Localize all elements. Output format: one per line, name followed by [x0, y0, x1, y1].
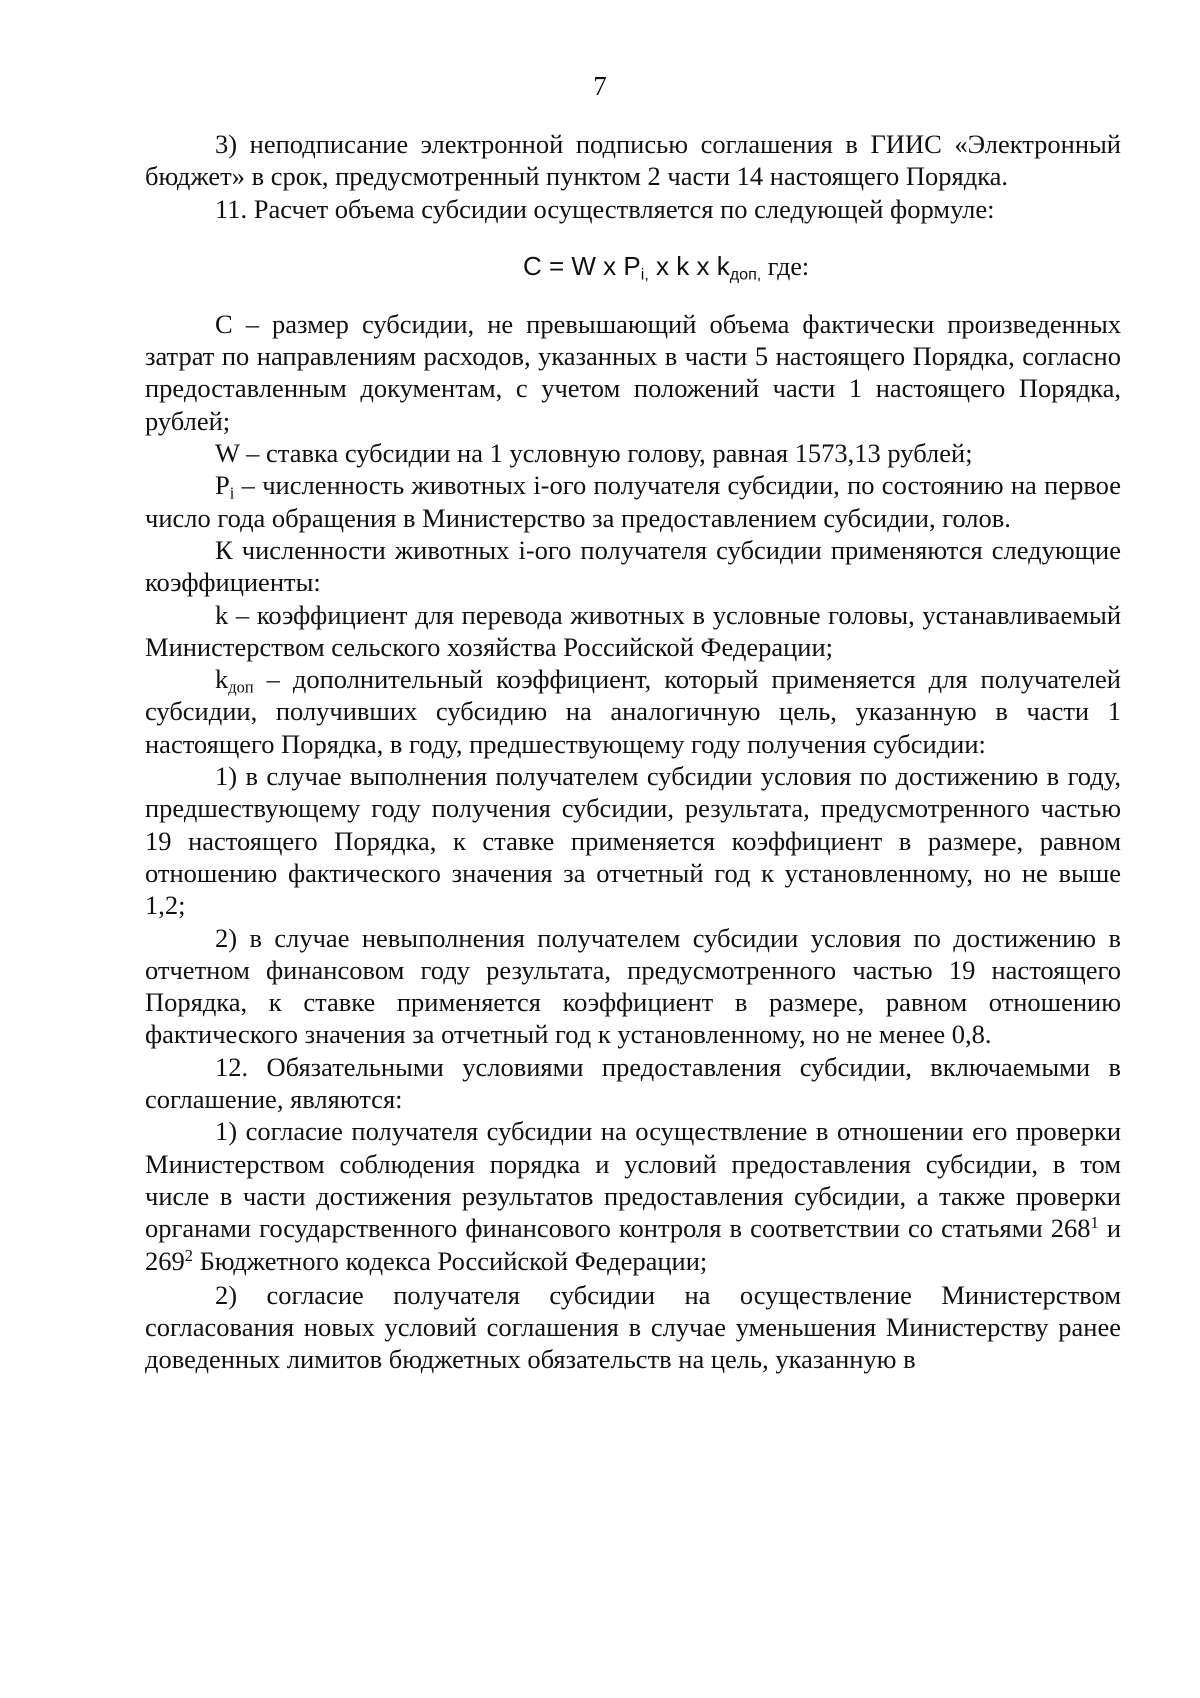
definition-p-text: – численность животных i-ого получателя субсидии, по состоянию на первое число года обращения в Министерство за предоставлением субсидии, голов. — [145, 470, 1121, 533]
condition-2: 2) согласие получателя субсидии на осуществление Министерством согласования новых условий соглашения в случае уменьшения Министерству ранее доведенных лимитов бюджетных обязательств на цель, указанную в — [145, 1279, 1121, 1375]
definition-kdop-symbol: k — [215, 664, 229, 695]
formula-middle: x k x k — [648, 250, 730, 281]
condition-1 — [145, 1115, 1121, 1276]
formula-tail: где: — [761, 251, 810, 281]
definition-k: k – коэффициент для перевода животных в условные головы, устанавливаемый Министерством сельского хозяйства Российской Федерации; — [145, 599, 1121, 662]
definition-p-subscript: i — [229, 483, 235, 503]
formula-k-subscript: доп, — [729, 265, 762, 284]
page-number: 7 — [593, 71, 607, 101]
definition-kdop — [145, 663, 1121, 760]
definition-kdop-subscript: доп — [228, 677, 254, 697]
formula-p-subscript: i, — [640, 265, 649, 284]
definition-kdop-text: – дополнительный коэффициент, который применяется для получателей субсидии, получивших субсидию на аналогичную цель, указанную в части 1 настоящего Порядка, в году, предшествующему году получения субсидии: — [145, 664, 1121, 759]
formula-main: C = W x P — [523, 250, 641, 281]
condition-1-text-b: и 269 — [145, 1213, 1122, 1276]
paragraph-section-11-intro: 11. Расчет объема субсидии осуществляется по следующей формуле: — [215, 193, 995, 224]
kdop-case-2: 2) в случае невыполнения получателем субсидии условия по достижению в отчетном финансовом году результата, предусмотренного частью 19 настоящего Порядка, к ставке применяется коэффициент в размере, равном отношению фактического значения за отчетный год к установленному, но не менее 0,8. — [145, 922, 1121, 1050]
condition-1-text-a: 1) согласие получателя субсидии на осуществление в отношении его проверки Министерством соблюдения порядка и условий предоставления субсидии, в том числе в части достижения результатов предоставления субсидии, а также проверки органами государственного финансового контроля в соответствии со статьями 268 — [145, 1116, 1121, 1244]
subsidy-formula — [145, 250, 1121, 283]
paragraph-item-3: 3) неподписание электронной подписью соглашения в ГИИС «Электронный бюджет» в срок, предусмотренный пунктом 2 части 14 настоящего Порядка. — [145, 129, 1121, 192]
kdop-case-1: 1) в случае выполнения получателем субсидии условия по достижению в году, предшествующему году получения субсидии, результата, предусмотренного частью 19 настоящего Порядка, к ставке применяется коэффициент в размере, равном отношению фактического значения за отчетный год к установленному, но не выше 1,2; — [145, 761, 1121, 921]
paragraph-section-12-intro: 12. Обязательными условиями предоставления субсидии, включаемыми в соглашение, являются: — [145, 1051, 1121, 1115]
condition-1-sup-2: 2 — [184, 1245, 193, 1265]
coefficients-intro: К численности животных i-ого получателя субсидии применяются следующие коэффициенты: — [145, 534, 1121, 598]
definition-w: W – ставка субсидии на 1 условную голову, равная 1573,13 рублей; — [215, 438, 973, 469]
definition-p — [145, 469, 1121, 534]
condition-1-text-c: Бюджетного кодекса Российской Федерации; — [192, 1245, 708, 1276]
condition-1-sup-1: 1 — [1090, 1213, 1099, 1233]
definition-c: C – размер субсидии, не превышающий объема фактически произведенных затрат по направлениям расходов, указанных в части 5 настоящего Порядка, согласно предоставленным документам, с учетом положений части 1 настоящего Порядка, рублей; — [145, 308, 1121, 436]
document-body — [145, 128, 1121, 1376]
definition-p-symbol: P — [215, 470, 230, 501]
